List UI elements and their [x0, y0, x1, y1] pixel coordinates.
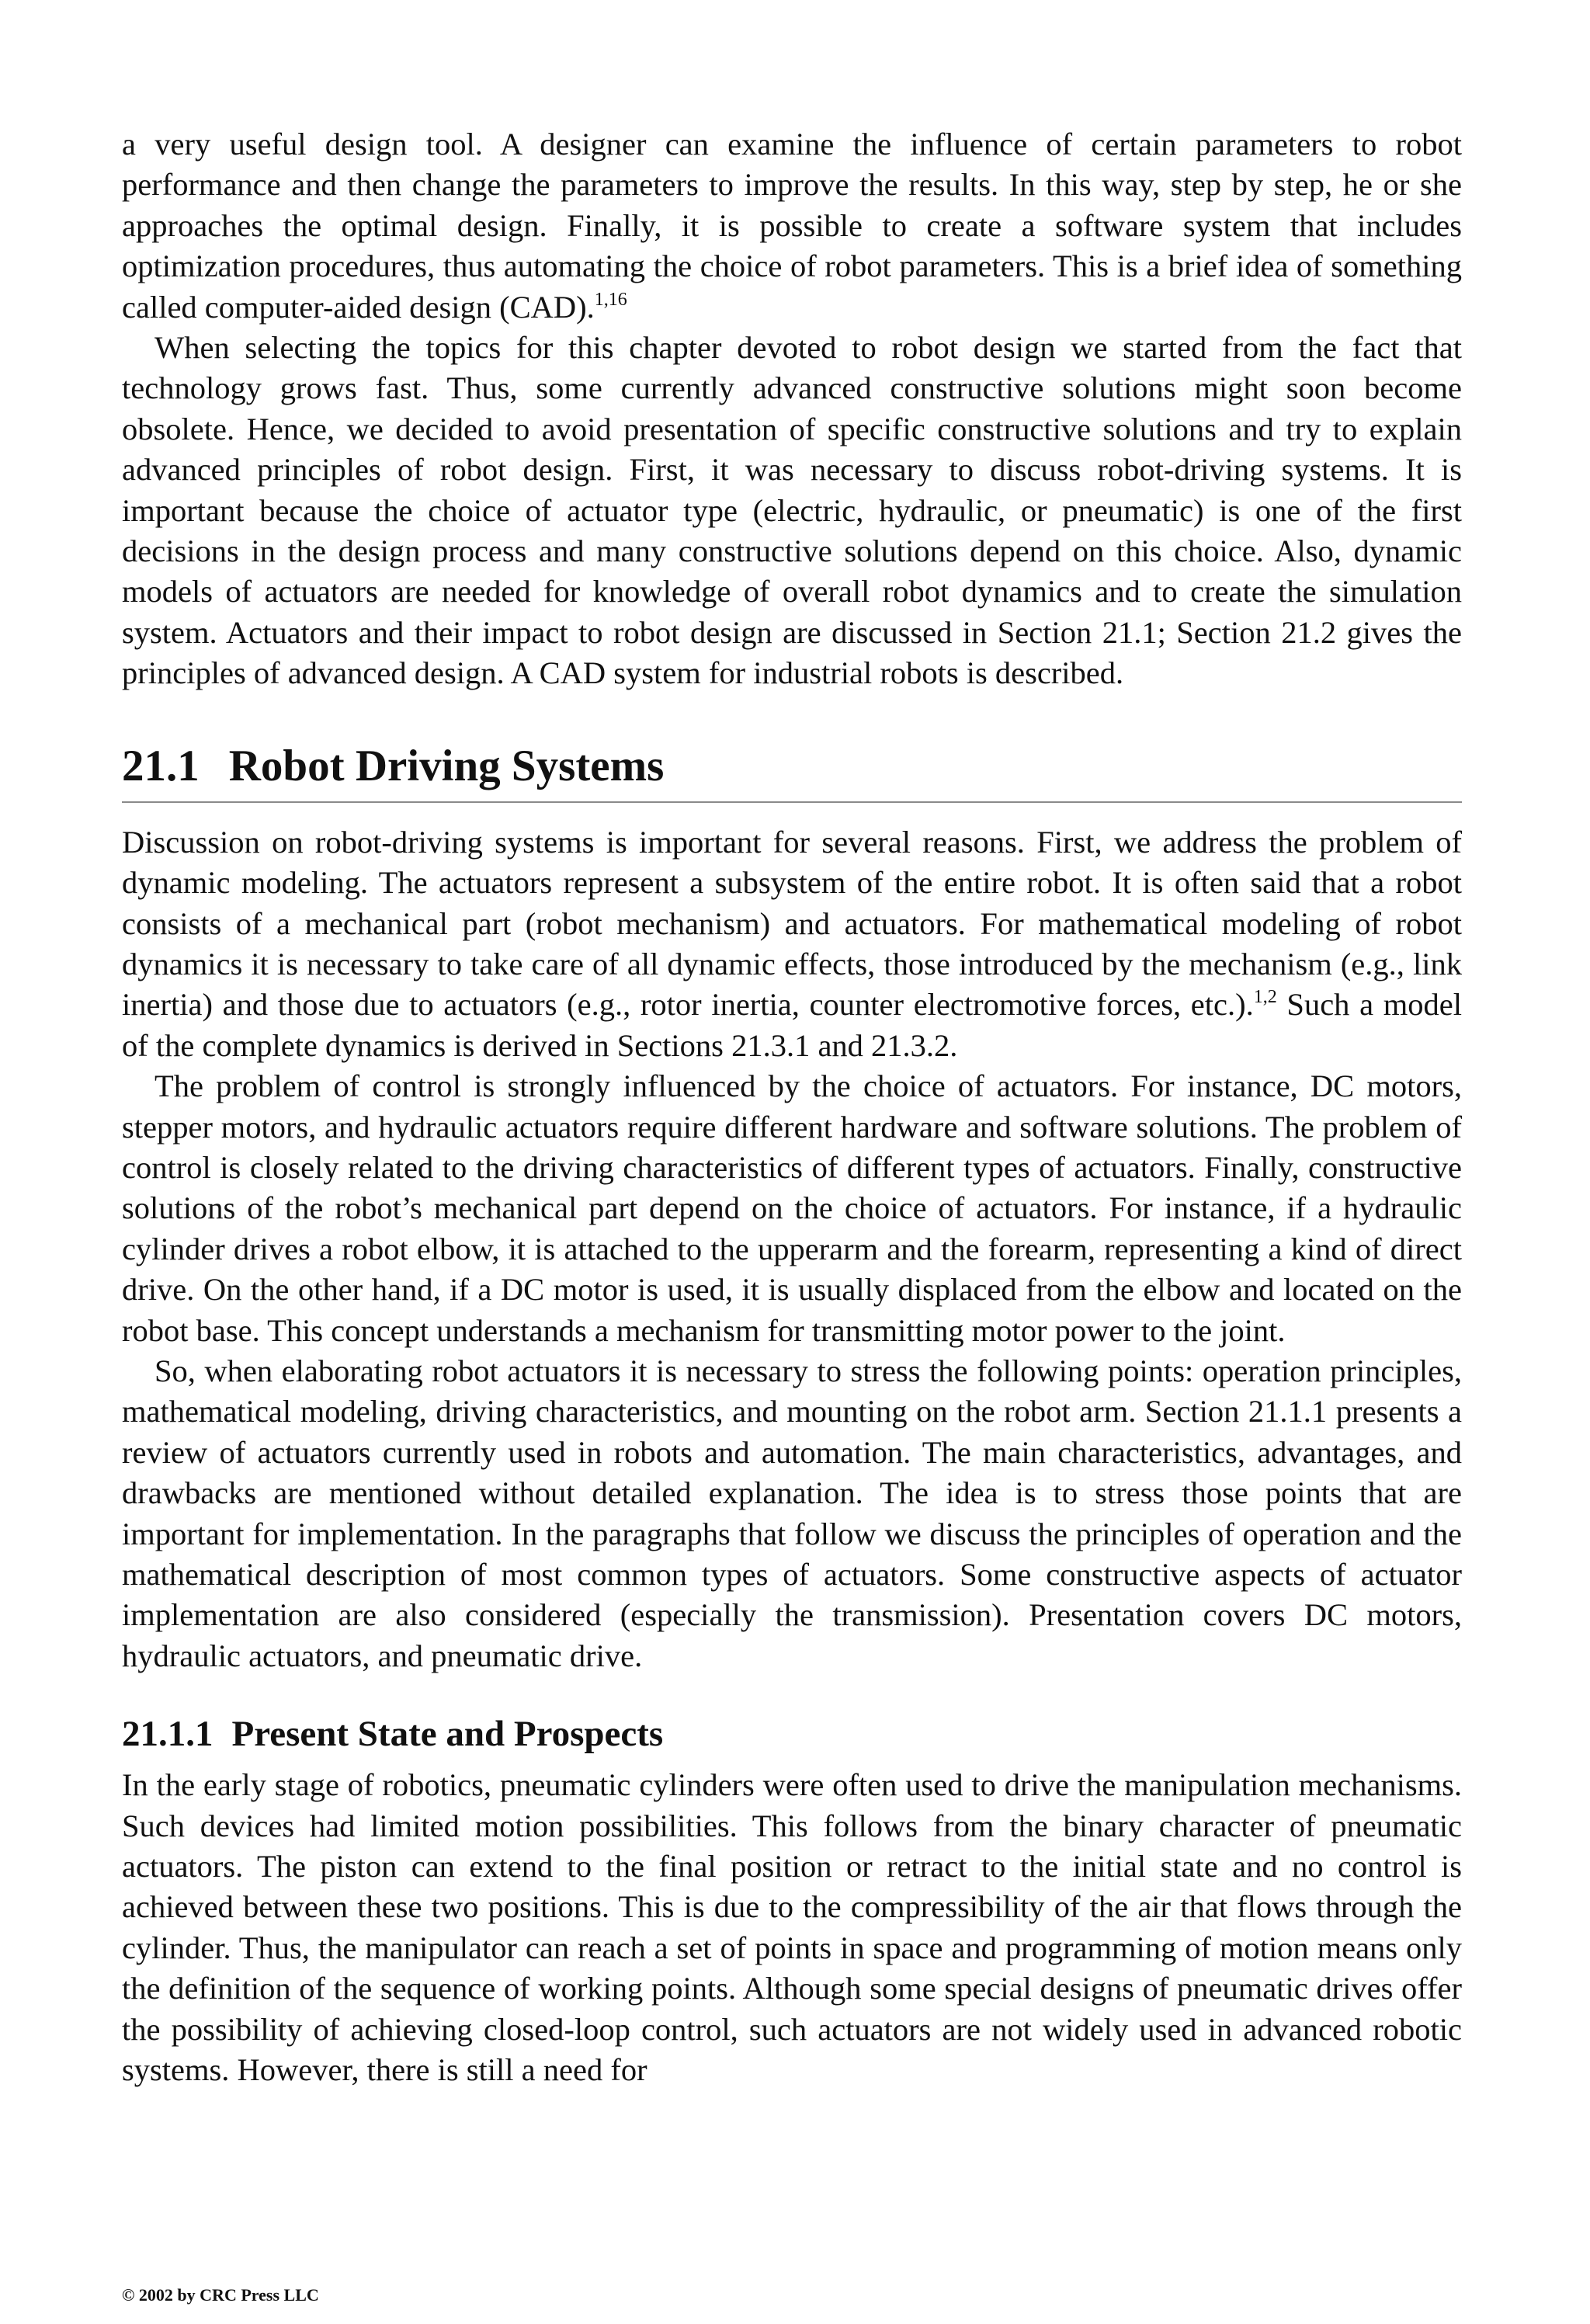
subsection-heading [122, 1711, 1462, 1757]
intro-paragraph-1 [122, 124, 1462, 328]
section-heading [122, 739, 1462, 803]
copyright-footer: © 2002 by CRC Press LLC [122, 2285, 319, 2305]
section-title: Robot Driving Systems [228, 741, 665, 790]
subsection-number: 21.1.1 [122, 1714, 214, 1755]
intro-paragraph-2: When selecting the topics for this chapter devoted to robot design we started from the fact that technology grows fast. Thus, some currently advanced constructive solutions might soon become obsolete. Hence, we decided to avoid presentation of specific constructive solutions and try to explain advanced principles of robot design. First, it was necessary to discuss robot-driving systems. It is important because the choice of actuator type (electric, hydraulic, or pneumatic) is one of the first decisions in the design process and many constructive solutions depend on this choice. Also, dynamic models of actuators are needed for knowledge of overall robot dynamics and to create the simulation system. Actuators and their impact to robot design are discussed in Section 21.1; Section 21.2 gives the principles of advanced design. A CAD system for industrial robots is described. [122, 330, 1462, 691]
section-number: 21.1 [122, 741, 200, 790]
section-paragraph-1-text-b: Such a model of the complete dynamics is derived in Sections 21.3.1 and 21.3.2. [122, 987, 1462, 1063]
section-paragraph-1 [122, 822, 1462, 1066]
citation-ref: 1,16 [594, 289, 627, 310]
subsection-paragraph-1: In the early stage of robotics, pneumatic cylinders were often used to drive the manipulation mechanisms. Such devices had limited motion possibilities. This follows from the binary character of pneumatic actuators. The piston can extend to the final position or retract to the initial state and no control is achieved between these two positions. This is due to the compressibility of the air that flows through the cylinder. Thus, the manipulator can reach a set of points in space and programming of motion means only the definition of the sequence of working points. Although some special designs of pneumatic drives offer the possibility of achieving closed-loop control, such actuators are not widely used in advanced robotic systems. However, there is still a need for [122, 1767, 1462, 2088]
subsection-title: Present State and Prospects [231, 1714, 664, 1755]
intro-paragraph-1-text: a very useful design tool. A designer can examine the influence of certain parameters to robot performance and then change the parameters to improve the results. In this way, step by step, he or she approaches the optimal design. Finally, it is possible to create a software system that includes optimization procedures, thus automating the choice of robot parameters. This is a brief idea of something called computer-aided design (CAD). [122, 127, 1462, 325]
section-paragraph-2: The problem of control is strongly influenced by the choice of actuators. For instance, DC motors, stepper motors, and hydraulic actuators require different hardware and software solutions. The problem of control is closely related to the driving characteristics of different types of actuators. Finally, constructive solutions of the robot’s mechanical part depend on the choice of actuators. For instance, if a hydraulic cylinder drives a robot elbow, it is attached to the upperarm and the forearm, representing a kind of direct drive. On the other hand, if a DC motor is used, it is usually displaced from the elbow and located on the robot base. This concept understands a mechanism for transmitting motor power to the joint. [122, 1068, 1462, 1348]
citation-ref: 1,2 [1253, 987, 1277, 1008]
section-paragraph-3: So, when elaborating robot actuators it is necessary to stress the following points: operation principles, mathematical modeling, driving characteristics, and mounting on the robot arm. Section 21.1.1 presents a review of actuators currently used in robots and automation. The main characteristics, advantages, and drawbacks are mentioned without detailed explanation. The idea is to stress those points that are important for implementation. In the paragraphs that follow we discuss the principles of operation and the mathematical description of most common types of actuators. Some constructive aspects of actuator implementation are also considered (especially the transmission). Presentation covers DC motors, hydraulic actuators, and pneumatic drive. [122, 1353, 1462, 1673]
page-body [122, 124, 1462, 2090]
section-paragraph-1-text-a: Discussion on robot-driving systems is important for several reasons. First, we address the problem of dynamic modeling. The actuators represent a subsystem of the entire robot. It is often said that a robot consists of a mechanical part (robot mechanism) and actuators. For mathematical modeling of robot dynamics it is necessary to take care of all dynamic effects, those introduced by the mechanism (e.g., link inertia) and those due to actuators (e.g., rotor inertia, counter electromotive forces, etc.). [122, 824, 1462, 1023]
